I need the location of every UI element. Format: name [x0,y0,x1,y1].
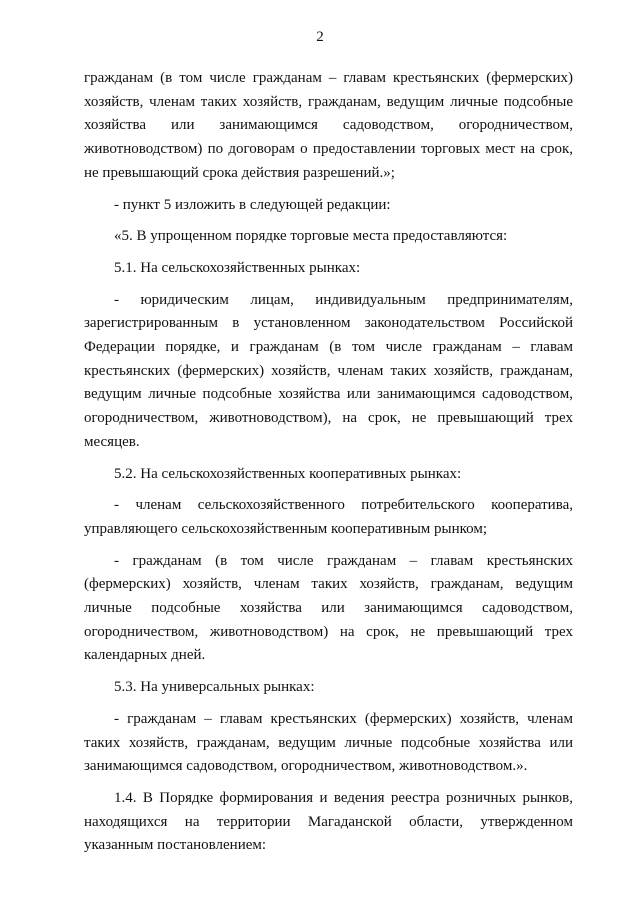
document-body [84,67,573,866]
paragraph-6: 5.2. На сельскохозяйственных кооперативных рынках: [114,465,462,482]
paragraph-4: 5.1. На сельскохозяйственных рынках: [114,259,361,276]
paragraph-11: 1.4. В Порядке формирования и ведения реестра розничных рынков, находящихся на территории Магаданской области, утвержденном указанным постановлением: [84,789,573,854]
paragraph-10: - гражданам – главам крестьянских (фермерских) хозяйств, членам таких хозяйств, гражданам, ведущим личные подсобные хозяйства или занимающимся садоводством, огородничеством, животноводством.». [84,710,573,775]
paragraph-7: - членам сельскохозяйственного потребительского кооператива, управляющего сельскохозяйственным кооперативным рынком; [84,497,573,537]
paragraph-2: - пункт 5 изложить в следующей редакции: [114,196,391,213]
paragraph-5: - юридическим лицам, индивидуальным предпринимателям, зарегистрированным в установленном законодательством Российской Федерации порядке, и гражданам (в том числе гражданам – главам крестьянских (фермерских) хозяйств, членам таких хозяйств, гражданам, ведущим личные подсобные хозяйства или занимающимся садоводством, огородничеством, животноводством), на срок, не превышающий трех месяцев. [84,291,573,450]
paragraph-3: «5. В упрощенном порядке торговые места предоставляются: [114,228,508,245]
page-number: 2 [316,29,324,45]
paragraph-8: - гражданам (в том числе гражданам – главам крестьянских (фермерских) хозяйств, членам таких хозяйств, гражданам, ведущим личные подсобные хозяйства или занимающимся садоводством, огородничеством, животноводством) на срок, не превышающий трех календарных дней. [84,552,573,664]
paragraph-1: гражданам (в том числе гражданам – главам крестьянских (фермерских) хозяйств, членам таких хозяйств, гражданам, ведущим личные подсобные хозяйства или занимающимся садоводством, огородничеством, животноводством) по договорам о предоставлении торговых мест на срок, не превышающий срока действия разрешений.»; [84,70,573,181]
paragraph-9: 5.3. На универсальных рынках: [114,679,315,696]
